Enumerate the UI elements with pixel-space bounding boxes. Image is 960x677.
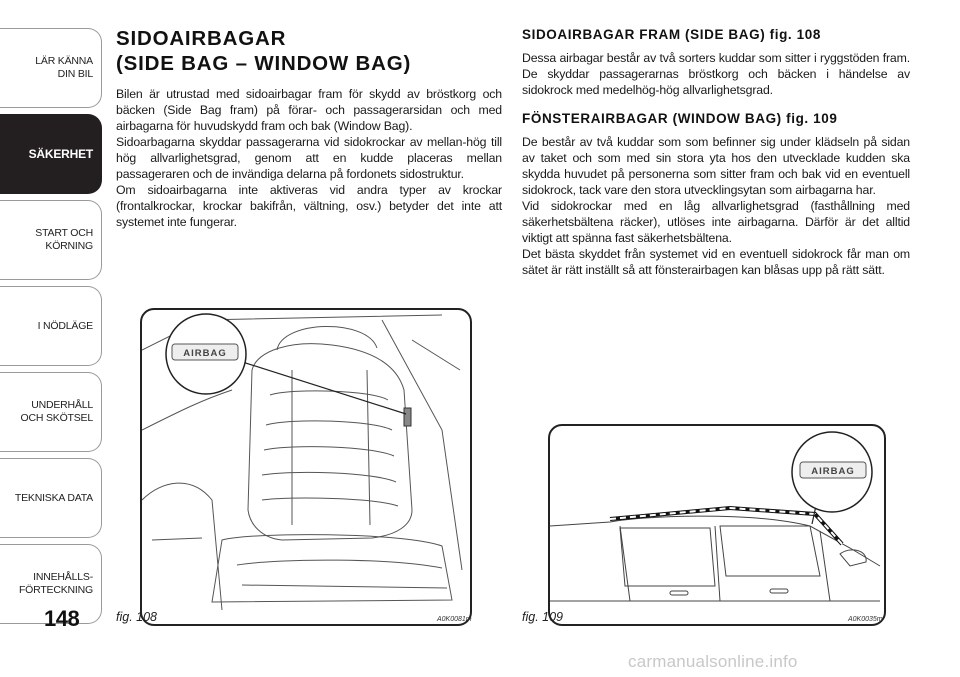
left-paragraph-1: Bilen är utrustad med sidoairbagar fram för skydd av bröstkorg och bäcken (Side Bag fram) på förar- och passagerarsidan och med airbagarna för huvudskydd fram och bak (Window Bag).: [116, 87, 502, 133]
section-title: [116, 26, 502, 76]
section-title-line1: SIDOAIRBAGAR: [116, 27, 287, 50]
figure-108-seat-illustration: [140, 308, 472, 626]
tab-lar-kanna-din-bil[interactable]: LÄR KÄNNA DIN BIL: [0, 28, 102, 108]
tab-start-och-korning[interactable]: START OCH KÖRNING: [0, 200, 102, 280]
tab-tekniska-data[interactable]: TEKNISKA DATA: [0, 458, 102, 538]
watermark-text: carmanualsonline.info: [628, 652, 798, 671]
fig108-airbag-badge: AIRBAG: [183, 348, 227, 359]
tab-sakerhet[interactable]: SÄKERHET: [0, 114, 102, 194]
heading-window-bag: FÖNSTERAIRBAGAR (WINDOW BAG) fig. 109: [522, 111, 838, 126]
fig108-code: A0K0081m: [437, 616, 472, 623]
page-number: 148: [44, 606, 80, 631]
right-paragraph-4: Det bästa skyddet från systemet vid en eventuell sidokrock får man om sätet är rätt inställt så att fönsterairbagen kan blåsas upp på rätt sätt.: [522, 247, 910, 277]
tab-innehallsforteckning[interactable]: INNEHÅLLS- FÖRTECKNING: [0, 544, 102, 624]
heading-side-bag: SIDOAIRBAGAR FRAM (SIDE BAG) fig. 108: [522, 27, 821, 42]
section-title-line2: (SIDE BAG – WINDOW BAG): [116, 52, 412, 75]
right-paragraph-1: Dessa airbagar består av två sorters kuddar som sitter i ryggstöden fram. De skyddar passagerarnas bröstkorg och bäcken i händelse av sidokrock med medelhög-hög allvarlighetsgrad.: [522, 51, 910, 97]
figure-109-window-bag-illustration: [548, 424, 886, 626]
left-column: [116, 26, 502, 230]
fig109-airbag-badge: AIRBAG: [811, 466, 855, 477]
fig109-code: A0K0035m: [848, 616, 883, 623]
right-column: [522, 26, 910, 278]
tab-underhall-och-skotsel[interactable]: UNDERHÅLL OCH SKÖTSEL: [0, 372, 102, 452]
left-paragraph-3: Om sidoairbagarna inte aktiveras vid andra typer av krockar (frontalkrockar, krockar bakifrån, vältning, osv.) betyder det inte att systemet inte fungerar.: [116, 183, 502, 229]
seat-line-drawing: [142, 310, 470, 624]
right-paragraph-2: De består av två kuddar som som befinner sig under klädseln på sidan av taket och som med sin stora yta hos den utvecklade kudden ska skydda huvudet på personerna som sitter fram och bak vid en eventuell sidokrock, tack vare den stora utvecklingsytan som airbagarna har.: [522, 135, 910, 197]
tab-i-nodlage[interactable]: I NÖDLÄGE: [0, 286, 102, 366]
car-side-line-drawing: [550, 426, 884, 624]
fig108-label: fig. 108: [116, 610, 158, 624]
fig109-label: fig. 109: [522, 610, 564, 624]
left-paragraph-2: Sidoarbagarna skyddar passagerarna vid sidokrockar av mellan-hög till hög allvarlighetsgrad, genom att en kudde placeras mellan passageraren och de invändiga delarna på fordonets sidostruktur.: [116, 135, 502, 181]
right-paragraph-3: Vid sidokrockar med en låg allvarlighetsgrad (fasthållning med säkerhetsbältena räcker), utlöses inte airbagarna. Därför är det alltid viktigt att spänna fast säkerhetsbältena.: [522, 199, 910, 245]
